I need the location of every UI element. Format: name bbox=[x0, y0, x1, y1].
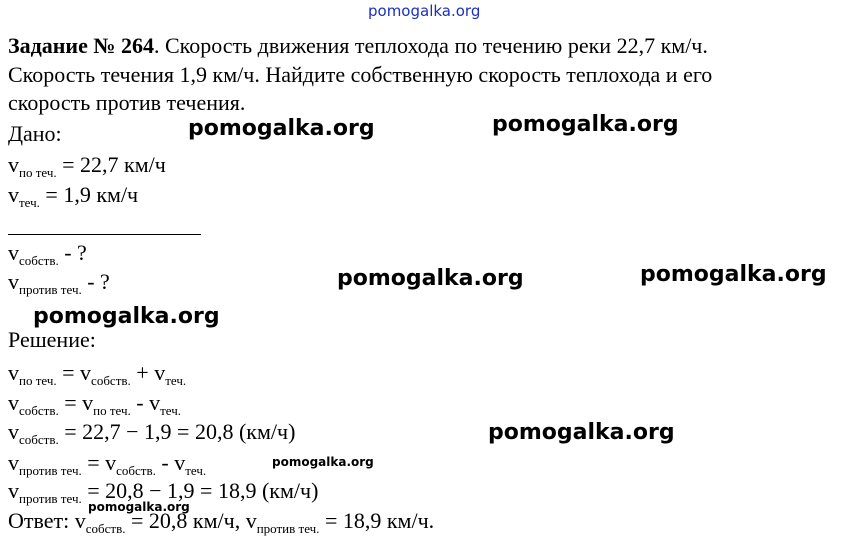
sub-sobstv: собств. bbox=[19, 253, 59, 268]
sub-sobstv: собств. bbox=[91, 373, 131, 388]
formula-2 bbox=[8, 390, 181, 419]
plus-sign: + bbox=[130, 360, 155, 385]
sub-sobstv: собств. bbox=[19, 432, 59, 447]
sub-tech: теч. bbox=[19, 195, 40, 210]
given-v-tech bbox=[8, 182, 138, 211]
v-symbol: v bbox=[105, 450, 117, 475]
given-po-tech-value: = 22,7 км/ч bbox=[56, 152, 166, 177]
watermark: pomogalka.org bbox=[492, 112, 679, 137]
solution-heading: Решение: bbox=[8, 327, 96, 352]
v-symbol: v bbox=[154, 360, 166, 385]
watermark: pomogalka.org bbox=[88, 500, 190, 514]
watermark: pomogalka.org bbox=[188, 116, 375, 141]
sub-protiv-tech: против теч. bbox=[19, 463, 82, 478]
watermark: pomogalka.org bbox=[337, 266, 524, 291]
sub-sobstv: собств. bbox=[116, 463, 156, 478]
v-symbol: v bbox=[8, 360, 19, 385]
v-symbol: v bbox=[82, 390, 94, 415]
sub-po-tech: по теч. bbox=[19, 165, 57, 180]
given-tech-value: = 1,9 км/ч bbox=[39, 182, 139, 207]
v-symbol: v bbox=[8, 390, 19, 415]
watermark: pomogalka.org bbox=[33, 304, 220, 329]
minus-sign: - bbox=[155, 450, 175, 475]
find-sobstv-question: - ? bbox=[58, 240, 87, 265]
answer-protiv-value: = 18,9 км/ч. bbox=[319, 508, 435, 533]
calc-sobstv-value: = 22,7 − 1,9 = 20,8 (км/ч) bbox=[58, 419, 296, 444]
v-symbol: v bbox=[8, 240, 19, 265]
sub-protiv-tech: против теч. bbox=[19, 282, 82, 297]
v-symbol: v bbox=[8, 182, 19, 207]
find-protiv-question: - ? bbox=[81, 269, 110, 294]
watermark: pomogalka.org bbox=[272, 455, 374, 469]
find-v-protiv bbox=[8, 269, 110, 298]
formula-1 bbox=[8, 360, 186, 389]
minus-sign: - bbox=[130, 390, 150, 415]
task-text-1: . Скорость движения теплохода по течению реки 22,7 км/ч. bbox=[153, 33, 708, 58]
answer-line bbox=[8, 508, 434, 537]
v-symbol: v bbox=[74, 508, 86, 533]
sub-sobstv: собств. bbox=[85, 521, 126, 536]
calc-sobstv bbox=[8, 419, 295, 448]
top-watermark[interactable]: pomogalka.org bbox=[368, 2, 481, 20]
sub-tech: теч. bbox=[165, 373, 187, 388]
sub-protiv-tech: против теч. bbox=[19, 491, 82, 506]
v-symbol: v bbox=[149, 390, 161, 415]
answer-label: Ответ: bbox=[8, 508, 75, 533]
task-line-1 bbox=[8, 33, 708, 59]
task-label: Задание № 264 bbox=[8, 33, 154, 58]
equals-sign: = bbox=[81, 450, 106, 475]
watermark: pomogalka.org bbox=[488, 420, 675, 445]
sub-sobstv: собств. bbox=[19, 403, 59, 418]
task-line-2: Скорость течения 1,9 км/ч. Найдите собственную скорость теплохода и его bbox=[8, 62, 713, 87]
watermark: pomogalka.org bbox=[640, 262, 827, 287]
task-line-3: скорость против течения. bbox=[8, 90, 246, 115]
v-symbol: v bbox=[245, 508, 257, 533]
v-symbol: v bbox=[174, 450, 186, 475]
v-symbol: v bbox=[8, 478, 19, 503]
equals-sign: = bbox=[58, 390, 83, 415]
answer-sobstv-value: = 20,8 км/ч, bbox=[125, 508, 246, 533]
v-symbol: v bbox=[8, 450, 19, 475]
v-symbol: v bbox=[80, 360, 92, 385]
v-symbol: v bbox=[8, 269, 19, 294]
sub-po-tech: по теч. bbox=[93, 403, 131, 418]
find-v-sobstv bbox=[8, 240, 87, 269]
given-heading: Дано: bbox=[8, 121, 62, 146]
sub-protiv-tech: против теч. bbox=[256, 521, 320, 536]
v-symbol: v bbox=[8, 419, 19, 444]
given-v-po-tech bbox=[8, 152, 166, 181]
sub-tech: теч. bbox=[160, 403, 182, 418]
equals-sign: = bbox=[56, 360, 81, 385]
given-divider bbox=[8, 234, 201, 235]
calc-protiv-value: = 20,8 − 1,9 = 18,9 (км/ч) bbox=[81, 478, 319, 503]
sub-tech: теч. bbox=[185, 463, 207, 478]
v-symbol: v bbox=[8, 152, 19, 177]
formula-3 bbox=[8, 450, 206, 479]
sub-po-tech: по теч. bbox=[19, 373, 57, 388]
